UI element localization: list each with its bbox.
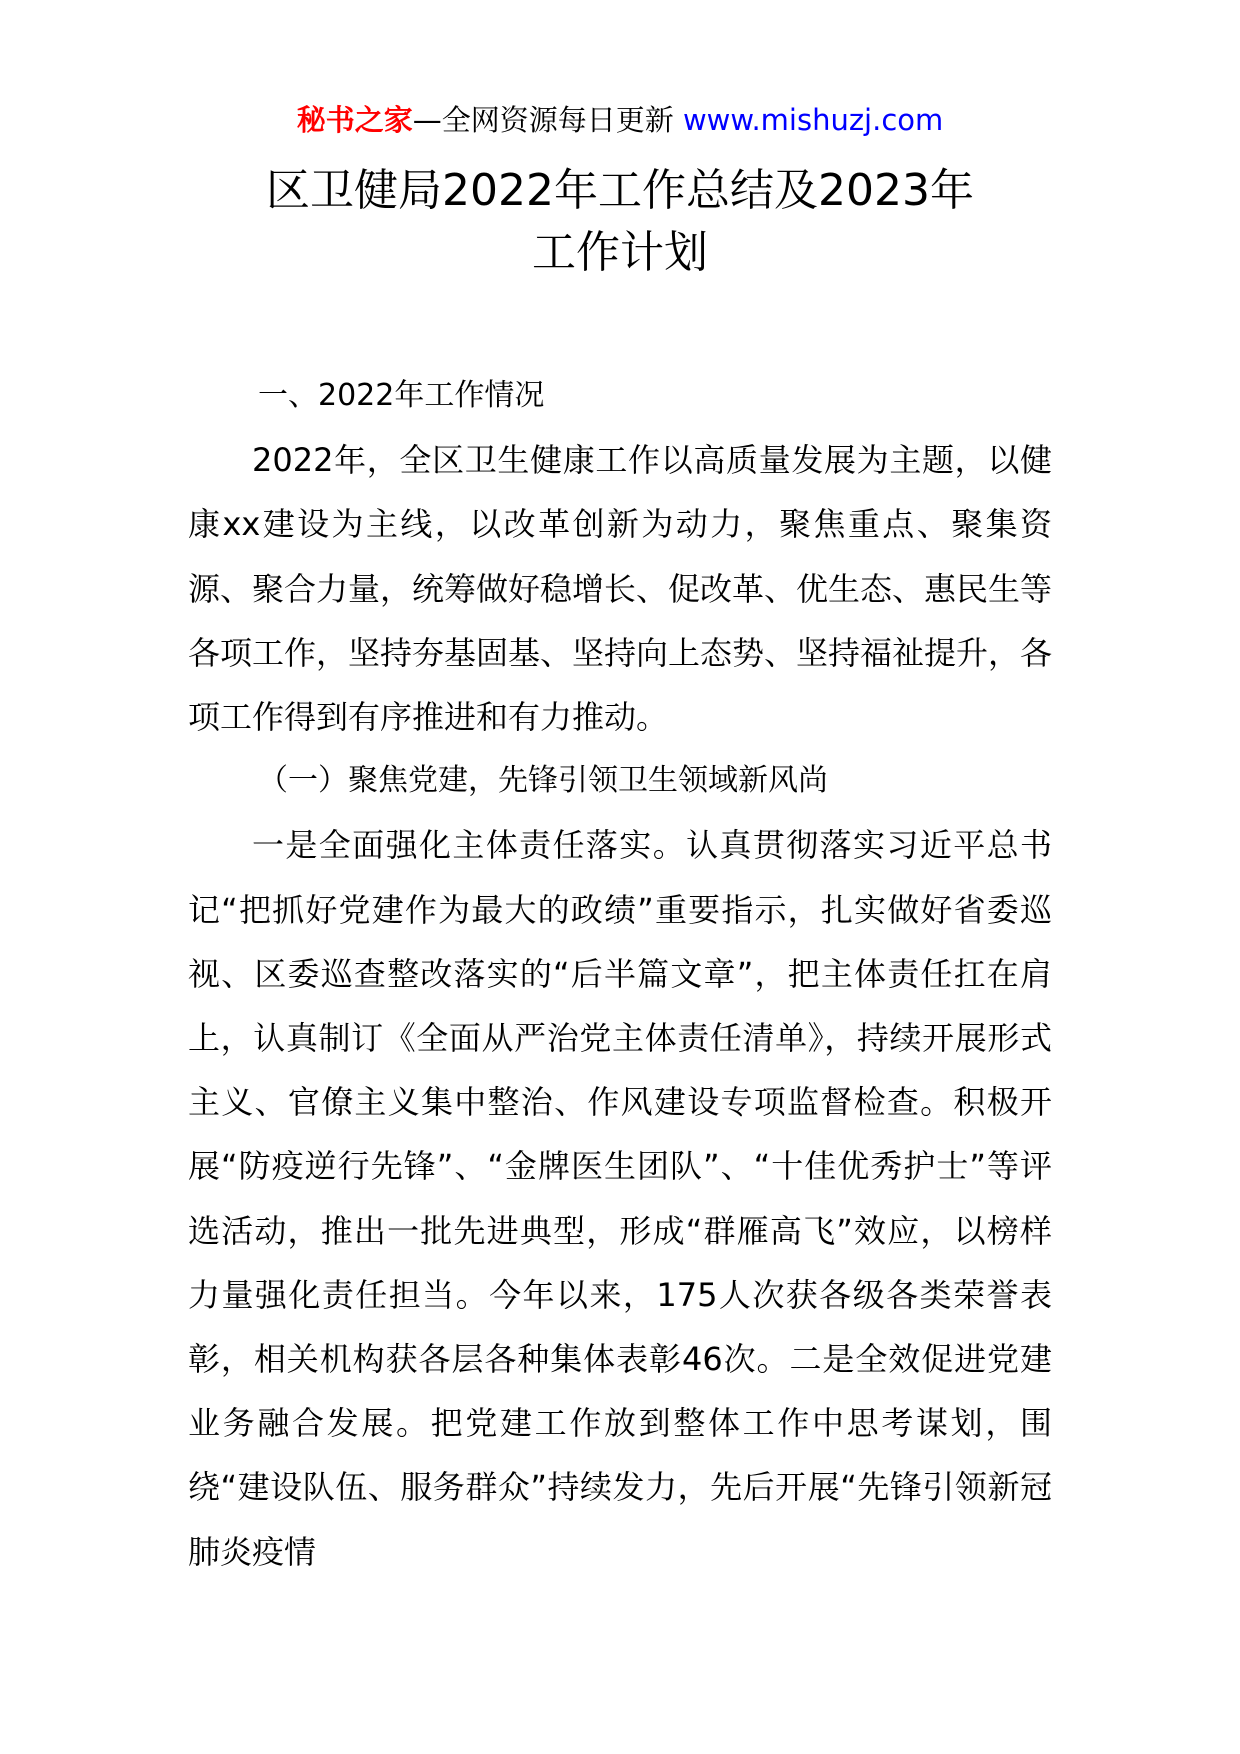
title-line-2: 工作计划 bbox=[532, 227, 708, 278]
site-url-link[interactable]: www.mishuzj.com bbox=[682, 103, 944, 137]
site-banner bbox=[0, 100, 1240, 140]
subsection-heading-1: （一）聚焦党建，先锋引领卫生领域新风尚 bbox=[258, 763, 828, 799]
body-paragraph-2: 一是全面强化主体责任落实。认真贯彻落实习近平总书记“把抓好党建作为最大的政绩”重要指示，扎实做好省委巡视、区委巡查整改落实的“后半篇文章”，把主体责任扛在肩上，认真制订《全面从严治党主体责任清单》，持续开展形式主义、官僚主义集中整治、作风建设专项监督检查。积极开展“防疫逆行先锋”、“金牌医生团队”、“十佳优秀护士”等评选活动，推出一批先进典型，形成“群雁高飞”效应，以榜样力量强化责任担当。今年以来，175人次获各级各类荣誉表彰，相关机构获各层各种集体表彰46次。二是全效促进党建业务融合发展。把党建工作放到整体工作中思考谋划，围绕“建设队伍、服务群众”持续发力，先后开展“先锋引领新冠肺炎疫情 bbox=[188, 826, 1052, 1571]
section-heading-1: 一、2022年工作情况 bbox=[258, 378, 545, 413]
brand-name: 秘书之家 bbox=[296, 103, 413, 137]
title-line-1: 区卫健局2022年工作总结及2023年 bbox=[266, 165, 974, 216]
document-body bbox=[188, 364, 1052, 1584]
banner-slogan: —全网资源每日更新 bbox=[412, 103, 683, 137]
body-paragraph-1: 2022年，全区卫生健康工作以高质量发展为主题，以健康xx建设为主线，以改革创新为动力，聚焦重点、聚集资源、聚合力量，统筹做好稳增长、促改革、优生态、惠民生等各项工作，坚持夯基固基、坚持向上态势、坚持福祉提升，各项工作得到有序推进和有力推动。 bbox=[188, 441, 1053, 737]
document-title bbox=[0, 160, 1240, 284]
